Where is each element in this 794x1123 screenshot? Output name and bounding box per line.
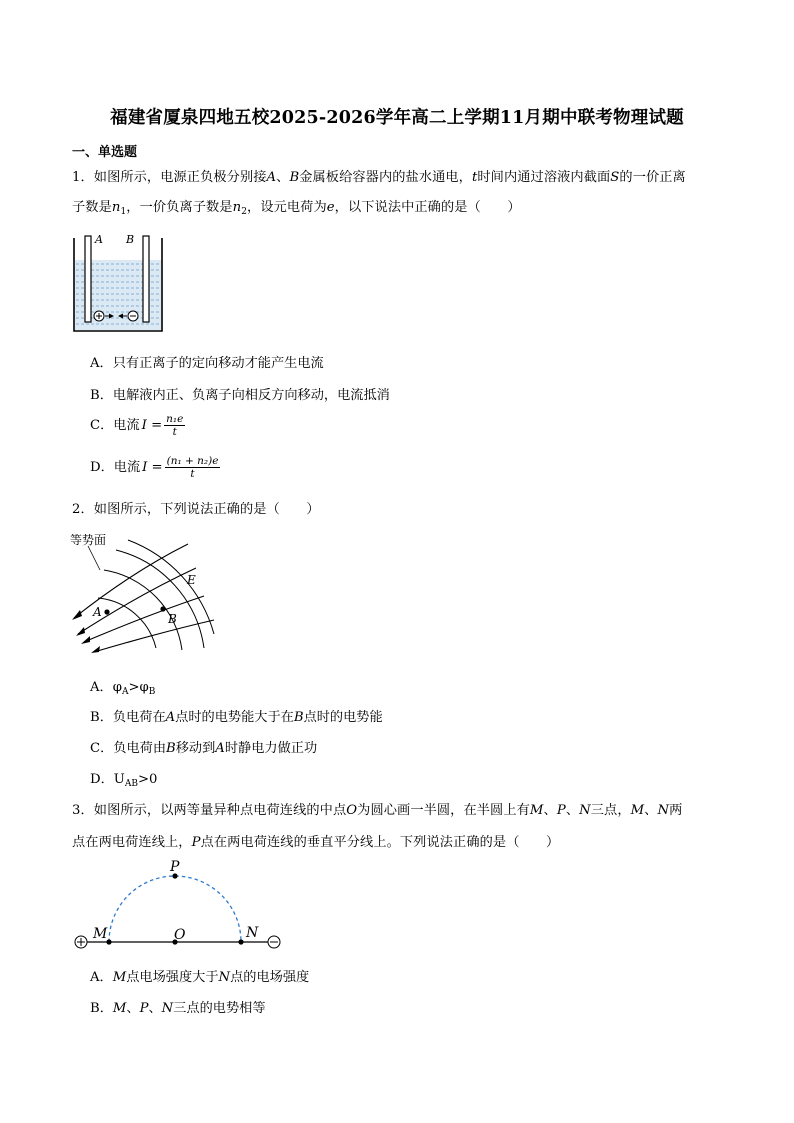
- point-b: [160, 606, 165, 611]
- arrow-icon: [72, 610, 82, 620]
- point-o-label: O: [174, 927, 186, 943]
- q3-stem-line1: 3．如图所示，以两等量异种点电荷连线的中点O为圆心画一半圆，在半圆上有M、P、N三点，M、N两: [72, 803, 683, 818]
- surface-label: 等势面: [70, 534, 107, 547]
- point-b-label: B: [168, 612, 177, 626]
- plate-a-label: A: [95, 233, 103, 246]
- plate-b-label: B: [126, 233, 135, 246]
- q1-option-c[interactable]: C．电流 I = $\frac{\text{n₁e}}{t}$: [90, 413, 184, 438]
- q1-option-d-fraction: $\frac{\text{(n₁ + n₂)e}}{t}$: [166, 455, 219, 480]
- field-e-label: E: [187, 573, 196, 587]
- point-p-label: P: [170, 859, 180, 875]
- q2-option-a[interactable]: A．$\varphi_A>\varphi_B$: [90, 680, 156, 697]
- section-heading: 一、单选题: [72, 145, 138, 160]
- point-n-label: N: [246, 925, 259, 941]
- q1-stem-line1: 1．如图所示，电源正负极分别接A、B金属板给容器内的盐水通电，t时间内通过溶液内截面S的一价正离: [72, 170, 686, 185]
- q3-option-a[interactable]: A．M点电场强度大于N点的电场强度: [90, 970, 310, 985]
- q3-figure-charges: [72, 856, 286, 954]
- surface-pointer: [88, 546, 100, 570]
- exam-title: 福建省厦泉四地五校2025-2026学年高二上学期11月期中联考物理试题: [110, 108, 684, 128]
- q1-option-a[interactable]: A．只有正离子的定向移动才能产生电流: [90, 356, 324, 371]
- q3-stem-line2: 点在两电荷连线上，P点在两电荷连线的垂直平分线上。下列说法正确的是（ ）: [72, 835, 560, 850]
- point-n: [238, 939, 243, 944]
- arrow-icon: [91, 646, 100, 653]
- q2-option-b[interactable]: B．负电荷在A点时的电势能大于在B点时的电势能: [90, 710, 383, 725]
- point-a: [104, 609, 109, 614]
- q1-option-c-fraction: $\frac{\text{n₁e}}{t}$: [166, 413, 184, 438]
- q1-option-b[interactable]: B．电解液内正、负离子向相反方向移动，电流抵消: [90, 388, 390, 403]
- q1-option-d[interactable]: D．电流 I = $\frac{\text{(n₁ + n₂)e}}{t}$: [90, 455, 219, 480]
- q1-figure-electrolyte: [72, 230, 164, 334]
- equipotential-line-1: [98, 598, 156, 648]
- plate-b: [143, 236, 149, 322]
- q1-stem-line2: 子数是$n_1$，一价负离子数是$n_2$，设元电荷为e，以下说法中正确的是（ ）: [72, 200, 521, 217]
- point-m-label: M: [93, 926, 108, 942]
- field-line-4: [94, 620, 214, 652]
- point-a-label: A: [93, 605, 102, 619]
- arrow-icon: [81, 636, 90, 644]
- q2-stem: 2．如图所示，下列说法正确的是（ ）: [72, 502, 320, 517]
- plate-a: [85, 236, 91, 322]
- q2-option-c[interactable]: C．负电荷由B移动到A时静电力做正功: [90, 741, 318, 756]
- q2-option-d[interactable]: D．$U_{AB}>0$: [90, 772, 158, 789]
- q2-figure-field: [66, 534, 216, 666]
- q3-option-b[interactable]: B．M、P、N三点的电势相等: [90, 1001, 266, 1016]
- arrow-icon: [76, 627, 85, 636]
